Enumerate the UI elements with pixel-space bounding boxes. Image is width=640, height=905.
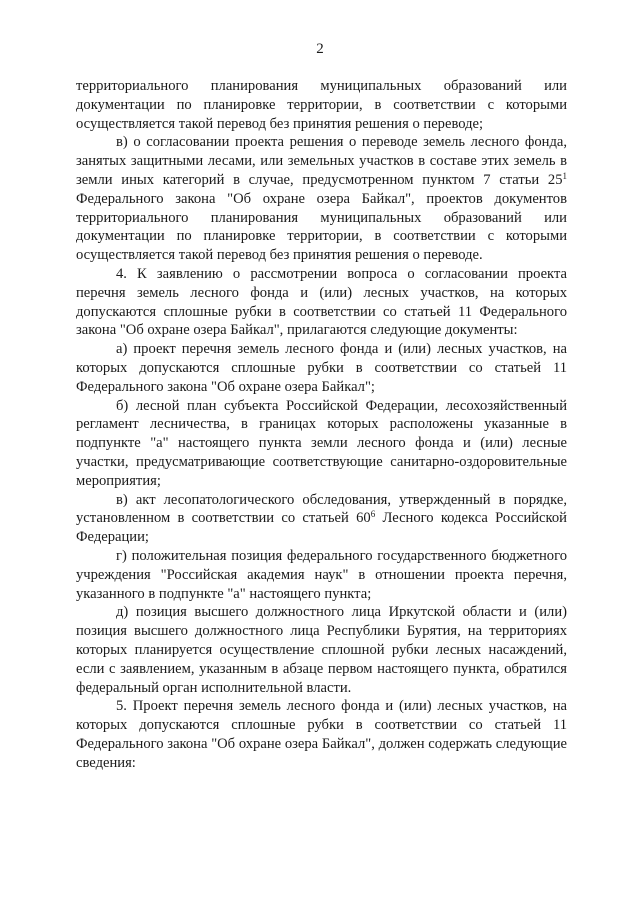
paragraph-text-after-sup: Лесного кодекса Российской Федерации; [76, 510, 567, 546]
paragraph-text-before-sup: в) акт лесопатологического обследования, утвержденный в порядке, установленном в соответствии со статьей 60 [76, 491, 567, 527]
paragraph-text-after-sup: Федерального закона "Об охране озера Байкал", проектов документов территориального планирования муниципальных образований или документации по планировке территории, в соответствии с которыми осуществляется такой перевод без принятия решения о переводе. [76, 190, 567, 264]
superscript-index: 6 [370, 509, 376, 520]
document-body [76, 77, 567, 772]
paragraph-item-b: б) лесной план субъекта Российской Федерации, лесохозяйственный регламент лесничества, в границах которых расположены указанные в подпункте "а" настоящего пункта земли лесного фонда и (или) лесные участки, предусматривающие соответствующие санитарно-оздоровительные мероприятия; [76, 397, 567, 489]
page-number: 2 [316, 41, 324, 57]
paragraph-item-v-prev [76, 133, 567, 265]
paragraph-item-g: г) положительная позиция федерального государственного бюджетного учреждения "Российская академия наук" в отношении проекта перечня, указанного в подпункте "а" настоящего пункта; [76, 547, 567, 602]
paragraph-continuation: территориального планирования муниципальных образований или документации по планировке территории, в соответствии с которыми осуществляется такой перевод без принятия решения о переводе; [76, 78, 567, 132]
paragraph-point-4: 4. К заявлению о рассмотрении вопроса о согласовании проекта перечня земель лесного фонда и (или) лесных участков, на которых допускаются сплошные рубки в соответствии со статьей 11 Федерального закона "Об охране озера Байкал", прилагаются следующие документы: [76, 265, 567, 339]
paragraph-item-a: а) проект перечня земель лесного фонда и (или) лесных участков, на которых допускаются сплошные рубки в соответствии со статьей 11 Федерального закона "Об охране озера Байкал"; [76, 341, 567, 395]
superscript-index: 1 [562, 170, 567, 181]
paragraph-item-d: д) позиция высшего должностного лица Иркутской области и (или) позиция высшего должностного лица Республики Бурятия, на территориях которых планируется осуществление сплошной рубки лесных насаждений, если с заявлением, указанным в абзаце первом настоящего пункта, обратился федеральный орган исполнительной власти. [76, 604, 567, 696]
paragraph-item-v [76, 491, 567, 547]
paragraph-point-5: 5. Проект перечня земель лесного фонда и (или) лесных участков, на которых допускаются сплошные рубки в соответствии со статьей 11 Федерального закона "Об охране озера Байкал", должен содержать следующие сведения: [76, 698, 567, 771]
paragraph-text-before-sup: в) о согласовании проекта решения о переводе земель лесного фонда, занятых защитными лесами, или земельных участков в составе этих земель в земли иных категорий в случае, предусмотренном пунктом 7 статьи 25 [76, 134, 567, 188]
